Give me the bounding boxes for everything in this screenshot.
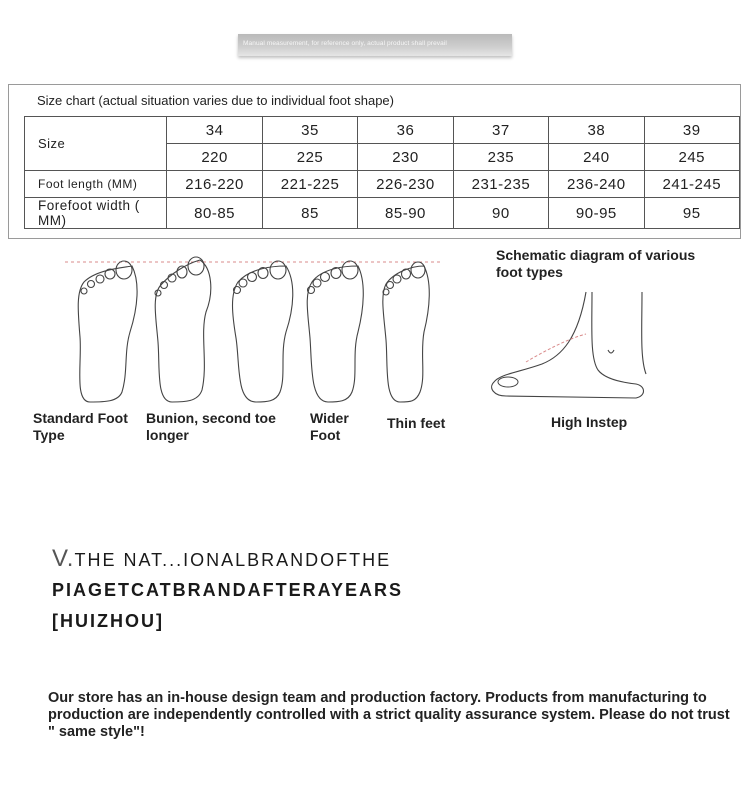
foot-types-illustration [60,252,450,412]
bunion-foot-outline [155,257,211,402]
table-cell: 95 [644,198,739,229]
table-cell: 90-95 [549,198,644,229]
table-cell: 241-245 [644,171,739,198]
size-table [24,116,740,229]
table-cell: 216-220 [167,171,262,198]
disclaimer-text: Manual measurement, for reference only, actual product shall prevail [243,40,447,47]
forefoot-width-label: Forefoot width ( MM) [25,198,167,229]
high-instep-label: High Instep [551,414,628,430]
instep-height-line [526,334,586,362]
table-cell: 85 [262,198,357,229]
size-chart [8,84,741,239]
disclaimer-banner [238,34,512,56]
bunion-foot-label: Bunion, second toe longer [146,410,276,443]
size-chart-title: Size chart (actual situation varies due to individual foot shape) [37,93,394,108]
table-row [25,171,740,198]
table-cell: 35 [262,117,357,144]
standard-foot-label: Standard Foot Type [33,410,128,443]
table-row [25,198,740,229]
table-cell: 85-90 [358,198,453,229]
brand-line-1-text: THE NAT...IONALBRANDOFTHE [74,550,392,570]
brand-line-2: PIAGETCATBRANDAFTERAYEARS [52,580,404,600]
table-cell: 240 [549,144,644,171]
table-cell: 235 [453,144,548,171]
thin-foot-outline [383,262,429,402]
table-cell: 36 [358,117,453,144]
table-cell: 231-235 [453,171,548,198]
table-cell: 221-225 [262,171,357,198]
table-cell: 38 [549,117,644,144]
foot-length-label: Foot length (MM) [25,171,167,198]
table-cell: 245 [644,144,739,171]
table-cell: 236-240 [549,171,644,198]
table-cell: 225 [262,144,357,171]
wider-foot-outline [233,261,293,402]
wide-foot-outline [307,261,363,402]
table-cell: 226-230 [358,171,453,198]
schematic-diagram-title: Schematic diagram of various foot types [496,247,696,280]
ankle-bone [608,350,614,353]
brand-line-3: [HUIZHOU] [52,611,164,631]
ankle-line [642,292,646,374]
high-instep-illustration [486,288,656,408]
table-row [25,117,740,144]
toe-nail [498,377,518,387]
standard-foot-outline [78,261,137,402]
table-cell: 34 [167,117,262,144]
brand-v-mark: V. [52,545,75,572]
brand-line-1 [52,545,391,573]
thin-foot-label: Thin feet [387,415,446,431]
table-cell: 37 [453,117,548,144]
instep-foot-outline [492,292,644,398]
table-cell: 80-85 [167,198,262,229]
table-cell: 230 [358,144,453,171]
table-cell: 39 [644,117,739,144]
wider-foot-label: Wider Foot [310,410,349,443]
table-cell: 220 [167,144,262,171]
table-cell: 90 [453,198,548,229]
size-row-label: Size [25,117,167,171]
store-description: Our store has an in-house design team and production factory. Products from manufacturing to production are independently controlled with a strict quality assurance system. Please do not trust " same style"! [48,690,730,740]
